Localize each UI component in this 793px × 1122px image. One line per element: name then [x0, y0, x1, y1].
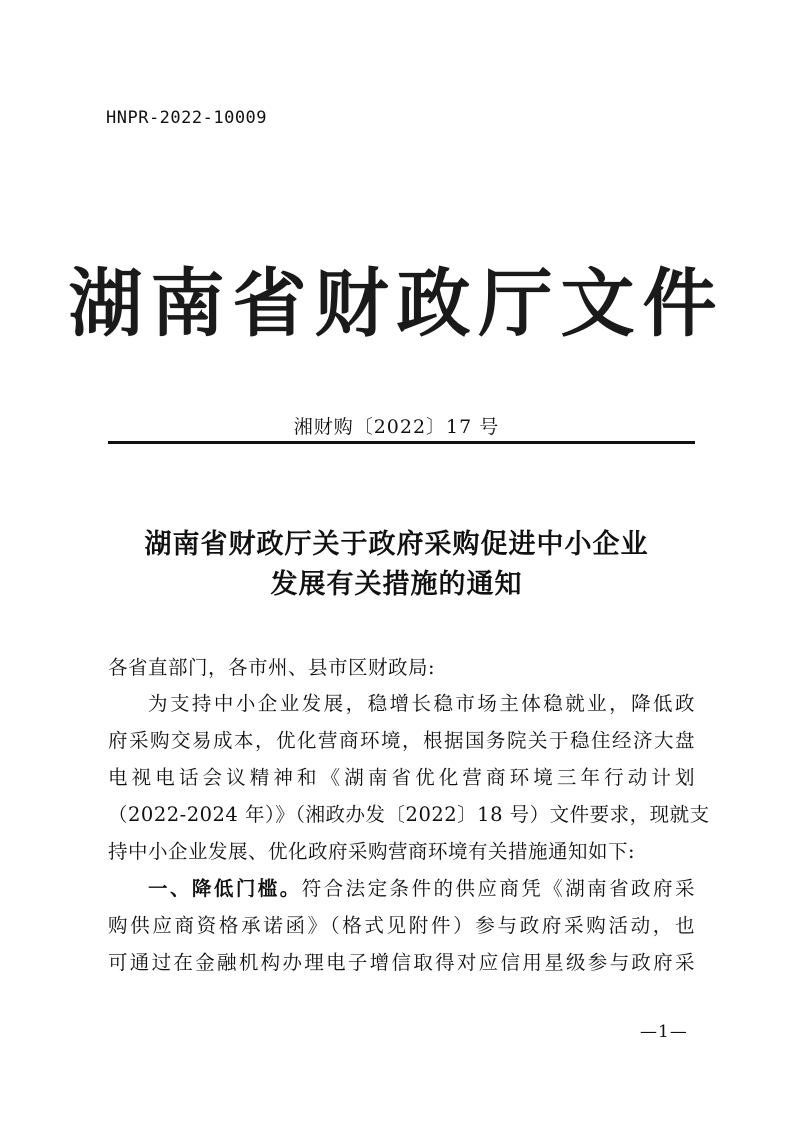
page-number: —1—	[640, 1022, 688, 1042]
header-divider	[108, 441, 695, 444]
paragraph-line: 为支持中小企业发展，稳增长稳市场主体稳就业，降低政	[148, 692, 695, 715]
paragraph-line: 府采购交易成本，优化营商环境，根据国务院关于稳住经济大盘	[108, 729, 695, 752]
section-line	[108, 874, 695, 904]
section-text: 符合法定条件的供应商凭《湖南省政府采	[301, 877, 695, 900]
section-heading: 一、降低门槛。	[148, 877, 302, 900]
masthead-title: 湖南省财政厅文件	[68, 261, 725, 347]
notice-title-line-1: 湖南省财政厅关于政府采购促进中小企业	[144, 529, 649, 560]
document-number: 湘财购〔2022〕17 号	[293, 416, 500, 438]
section-line: 购供应商资格承诺函》（格式见附件）参与政府采购活动，也	[108, 914, 695, 937]
paragraph-line: 持中小企业发展、优化政府采购营商环境有关措施通知如下:	[108, 840, 636, 863]
paragraph-line: 电视电话会议精神和《湖南省优化营商环境三年行动计划	[108, 766, 695, 789]
document-code: HNPR-2022-10009	[106, 108, 268, 128]
salutation: 各省直部门，各市州、县市区财政局:	[108, 656, 436, 679]
notice-title-line-2: 发展有关措施的通知	[270, 569, 523, 600]
section-line: 可通过在金融机构办理电子增信取得对应信用星级参与政府采	[108, 951, 695, 974]
paragraph-line: （2022-2024 年）》（湘政办发〔2022〕18 号）文件要求，现就支	[108, 803, 710, 826]
